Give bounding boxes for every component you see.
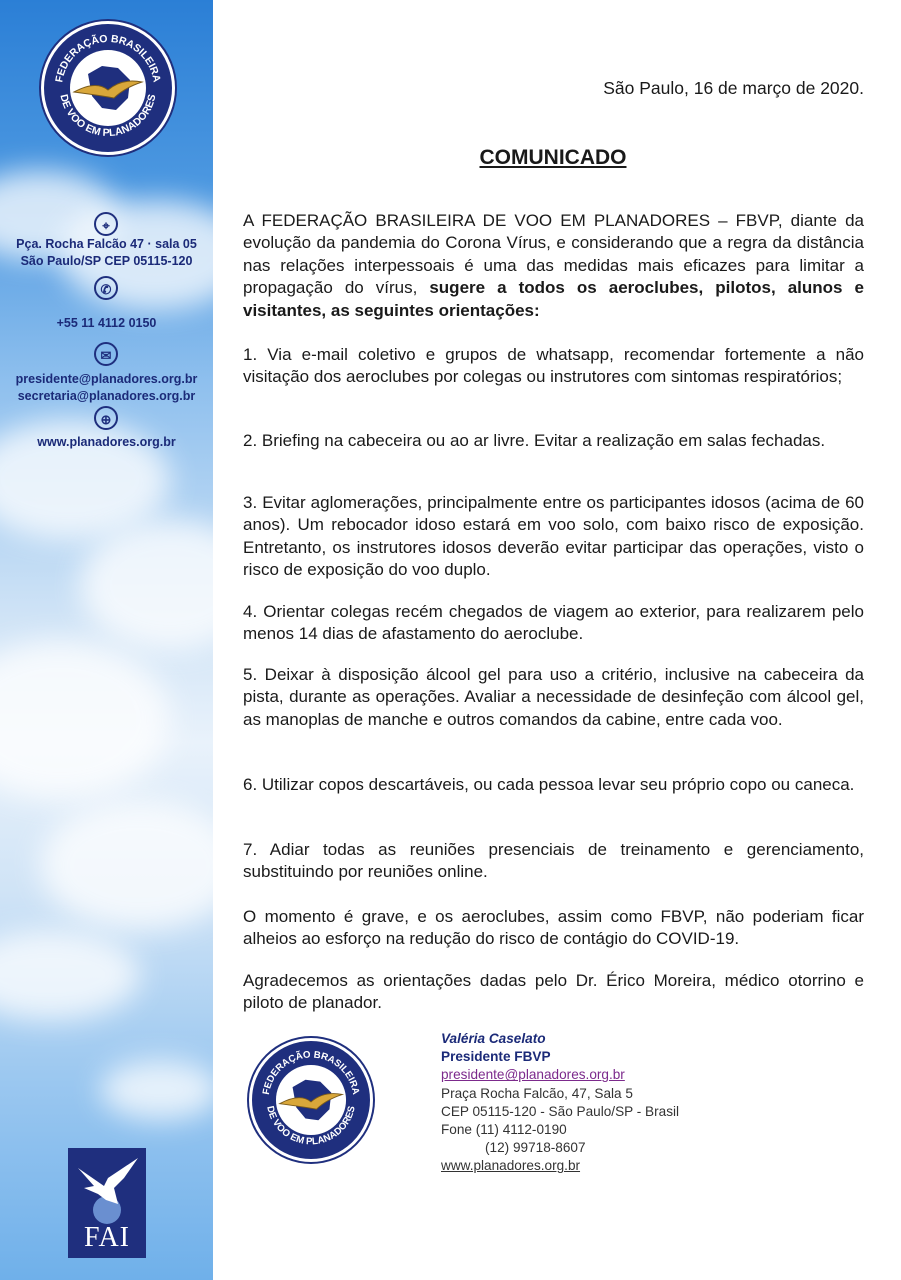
signatory-phone-1: Fone (11) 4112-0190	[441, 1122, 567, 1138]
signatory-address-2: CEP 05115-120 - São Paulo/SP - Brasil	[441, 1103, 680, 1119]
list-item: 4. Orientar colegas recém chegados de viagem ao exterior, para realizarem pelo menos 14 dias de afastamento do aeroclube.	[243, 602, 864, 644]
fai-eagle-icon	[68, 1148, 146, 1226]
signatory-website-link[interactable]: www.planadores.org.br	[441, 1158, 581, 1174]
signature-block	[441, 1030, 679, 1176]
location-pin-icon: ⌖	[94, 212, 118, 236]
svg-text:DE VOO EM PLANADORES: DE VOO EM PLANADORES	[264, 1104, 358, 1148]
document-title: COMUNICADO	[479, 146, 627, 169]
signatory-role: Presidente FBVP	[441, 1049, 551, 1065]
closing-paragraph-1: O momento é grave, e os aeroclubes, assim como FBVP, não poderiam ficar alheios ao esforço na redução do risco de contágio do COVID-19.	[243, 907, 864, 949]
signatory-email-link[interactable]: presidente@planadores.org.br	[441, 1067, 625, 1083]
list-item: 6. Utilizar copos descartáveis, ou cada pessoa levar seu próprio copo ou caneca.	[243, 775, 855, 794]
list-item: 7. Adiar todas as reuniões presenciais de treinamento e gerenciamento, substituindo por reuniões online.	[243, 840, 864, 882]
email-icon: ✉	[94, 342, 118, 366]
address-line-2: São Paulo/SP CEP 05115-120	[20, 254, 193, 268]
sidebar-phone: +55 11 4112 0150	[56, 316, 157, 330]
sidebar-email-secretary[interactable]: secretaria@planadores.org.br	[17, 389, 196, 403]
signatory-name: Valéria Caselato	[441, 1031, 546, 1046]
fbvp-emblem-icon	[252, 1041, 370, 1159]
date-line: São Paulo, 16 de março de 2020.	[603, 78, 864, 98]
fbvp-emblem-icon	[44, 24, 172, 152]
fai-label: FAI	[83, 1222, 131, 1253]
sidebar-website[interactable]: www.planadores.org.br	[37, 435, 176, 449]
list-item: 1. Via e-mail coletivo e grupos de whatsapp, recomendar fortemente a não visitação dos aeroclubes por colegas ou instrutores com sintomas respiratórios;	[243, 345, 864, 387]
intro-paragraph	[243, 210, 864, 322]
sidebar-email-president[interactable]: presidente@planadores.org.br	[15, 372, 198, 386]
svg-text:FEDERAÇÃO BRASILEIRA: FEDERAÇÃO BRASILEIRA	[53, 32, 163, 84]
closing-paragraph-2: Agradecemos as orientações dadas pelo Dr. Érico Moreira, médico otorrino e piloto de planador.	[243, 971, 864, 1013]
fai-logo	[68, 1148, 146, 1258]
intro-text: A FEDERAÇÃO BRASILEIRA DE VOO EM PLANADORES – FBVP, diante da evolução da pandemia do Corona Vírus, e considerando que a regra da distância nas relações interpessoais é uma das medidas mais eficazes para limitar a propagação do vírus,	[243, 211, 864, 298]
address-line-1: Pça. Rocha Falcão 47 · sala 05	[16, 237, 197, 251]
intro-bold-text: sugere a todos os aeroclubes, pilotos, alunos e visitantes, as seguintes orientações:	[243, 278, 864, 320]
signatory-phone-2: (12) 99718-8607	[485, 1140, 586, 1156]
list-item: 2. Briefing na cabeceira ou ao ar livre. Evitar a realização em salas fechadas.	[243, 431, 826, 450]
fbvp-logo-top	[41, 21, 175, 155]
signatory-address-1: Praça Rocha Falcão, 47, Sala 5	[441, 1085, 633, 1101]
svg-text:DE VOO EM PLANADORES: DE VOO EM PLANADORES	[57, 93, 159, 140]
phone-icon: ✆	[94, 276, 118, 300]
fbvp-logo-bottom	[249, 1038, 373, 1162]
svg-text:FEDERAÇÃO BRASILEIRA: FEDERAÇÃO BRASILEIRA	[260, 1049, 362, 1096]
globe-icon: ⊕	[94, 406, 118, 430]
list-item: 5. Deixar à disposição álcool gel para uso a critério, inclusive na cabeceira da pista, durante as operações. Avaliar a necessidade de desinfeção com álcool gel, as manoplas de manche e outros comandos da cabine, entre cada voo.	[243, 665, 864, 729]
list-item: 3. Evitar aglomerações, principalmente entre os participantes idosos (acima de 60 anos). Um rebocador idoso estará em voo solo, com baixo risco de exposição. Entretanto, os instrutores idosos deverão evitar participar das operações, visto o risco de exposição do voo duplo.	[243, 493, 864, 580]
sidebar	[0, 0, 213, 1280]
